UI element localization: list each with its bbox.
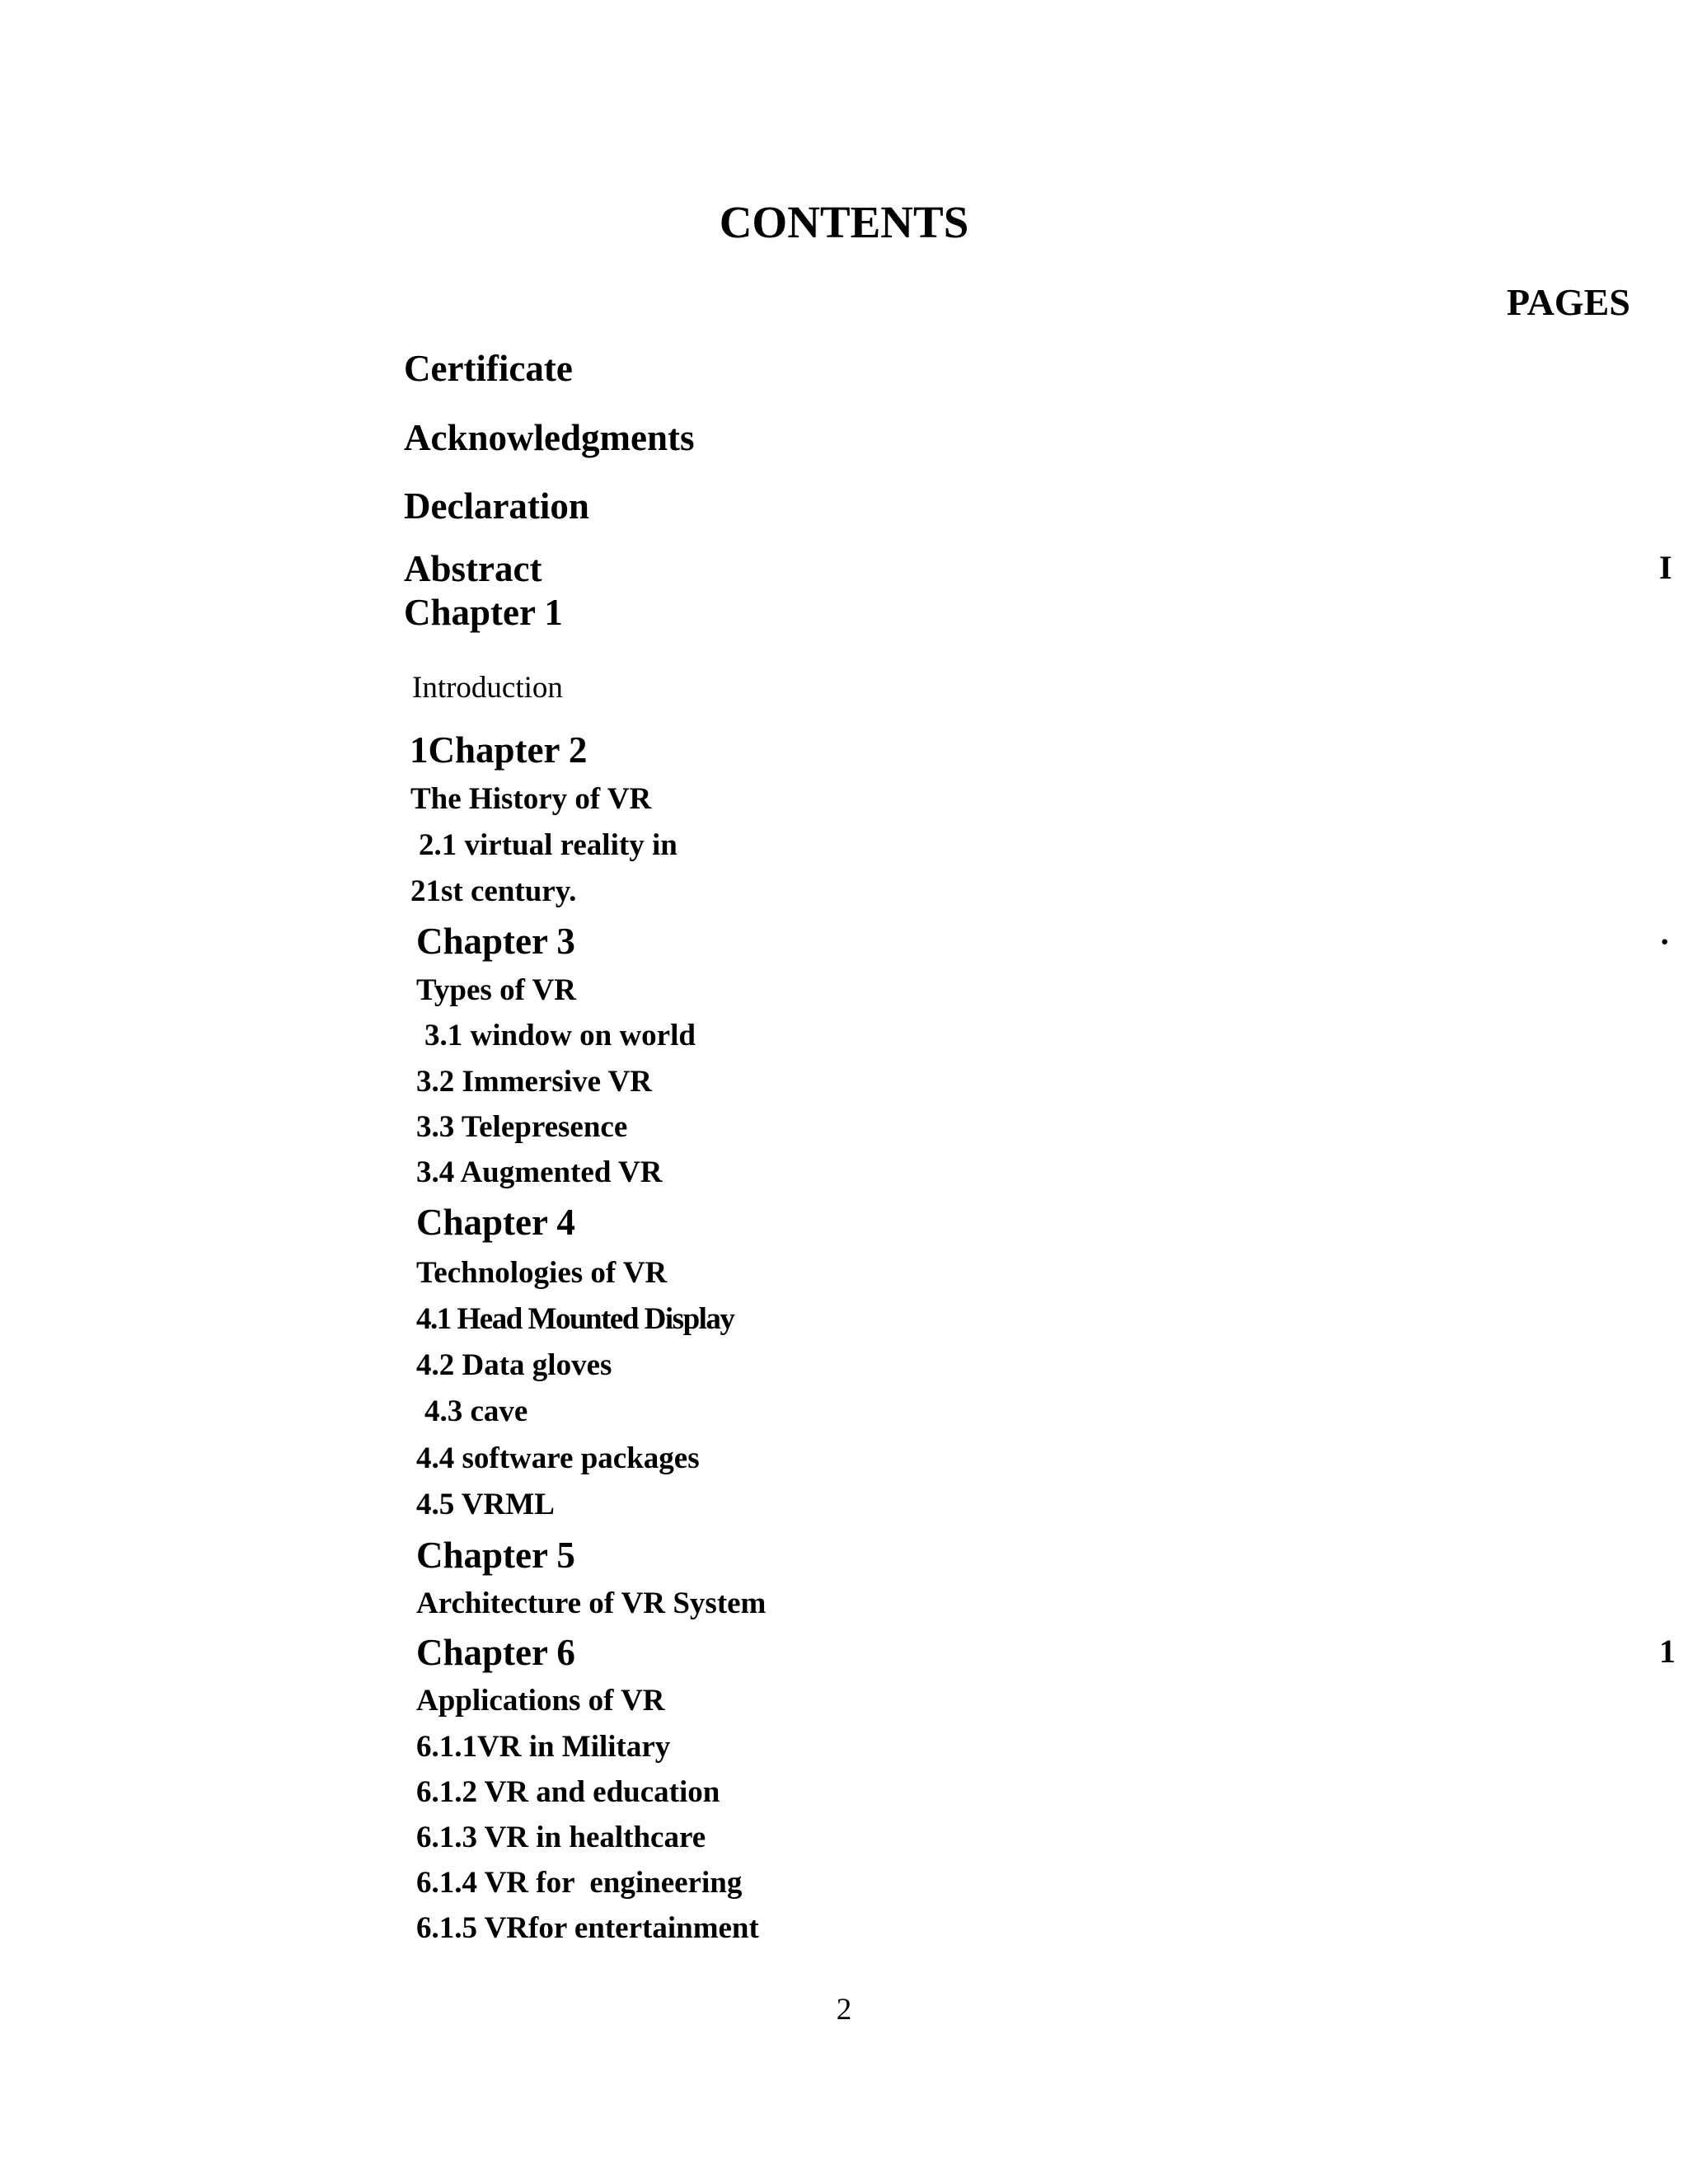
toc-entry-technologies-of-vr: Technologies of VR [416,1256,668,1290]
toc-entry-4-2: 4.2 Data gloves [416,1348,612,1382]
toc-entry-types-of-vr: Types of VR [416,973,576,1007]
toc-entry-4-5: 4.5 VRML [416,1488,555,1521]
toc-entry-4-4: 4.4 software packages [416,1441,700,1475]
toc-entry-architecture-of-vr: Architecture of VR System [416,1586,767,1620]
toc-chapter-1: Chapter 1 [404,592,563,633]
toc-entry-6-1-2: 6.1.2 VR and education [416,1775,720,1809]
toc-chapter-3: Chapter 3 [416,921,575,962]
toc-entry-history-of-vr: The History of VR [410,782,652,816]
toc-entry-3-1: 3.1 window on world [424,1019,696,1052]
page-number: 2 [836,1993,852,2027]
toc-page-abstract: I [1659,549,1672,586]
toc-entry-2-1: 2.1 virtual reality in [419,828,678,862]
toc-entry-applications-of-vr: Applications of VR [416,1684,665,1718]
toc-entry-4-3: 4.3 cave [424,1394,528,1428]
toc-entry-declaration: Declaration [404,485,589,527]
toc-entry-abstract: Abstract [404,548,542,589]
pages-column-header: PAGES [1507,281,1630,323]
toc-entry-certificate: Certificate [404,348,573,389]
toc-chapter-4: Chapter 4 [416,1202,575,1243]
toc-entry-3-3: 3.3 Telepresence [416,1110,628,1144]
toc-entry-6-1-1: 6.1.1VR in Military [416,1730,671,1764]
toc-entry-6-1-4: 6.1.4 VR for engineering [416,1866,743,1900]
toc-entry-acknowledgments: Acknowledgments [404,417,695,458]
toc-page-chapter-3: · [1659,923,1671,960]
toc-chapter-6: Chapter 6 [416,1632,575,1673]
toc-entry-2-1-continued: 21st century. [410,874,577,908]
toc-chapter-5: Chapter 5 [416,1535,575,1576]
toc-entry-6-1-5: 6.1.5 VRfor entertainment [416,1911,759,1945]
toc-entry-4-1: 4.1 Head Mounted Display [416,1302,734,1336]
toc-chapter-2: 1Chapter 2 [410,729,588,771]
page-title: CONTENTS [719,197,969,247]
toc-entry-6-1-3: 6.1.3 VR in healthcare [416,1821,706,1854]
toc-page-chapter-6: 1 [1659,1633,1676,1670]
toc-entry-introduction: Introduction [412,671,563,705]
toc-entry-3-2: 3.2 Immersive VR [416,1065,653,1099]
toc-entry-3-4: 3.4 Augmented VR [416,1155,663,1189]
